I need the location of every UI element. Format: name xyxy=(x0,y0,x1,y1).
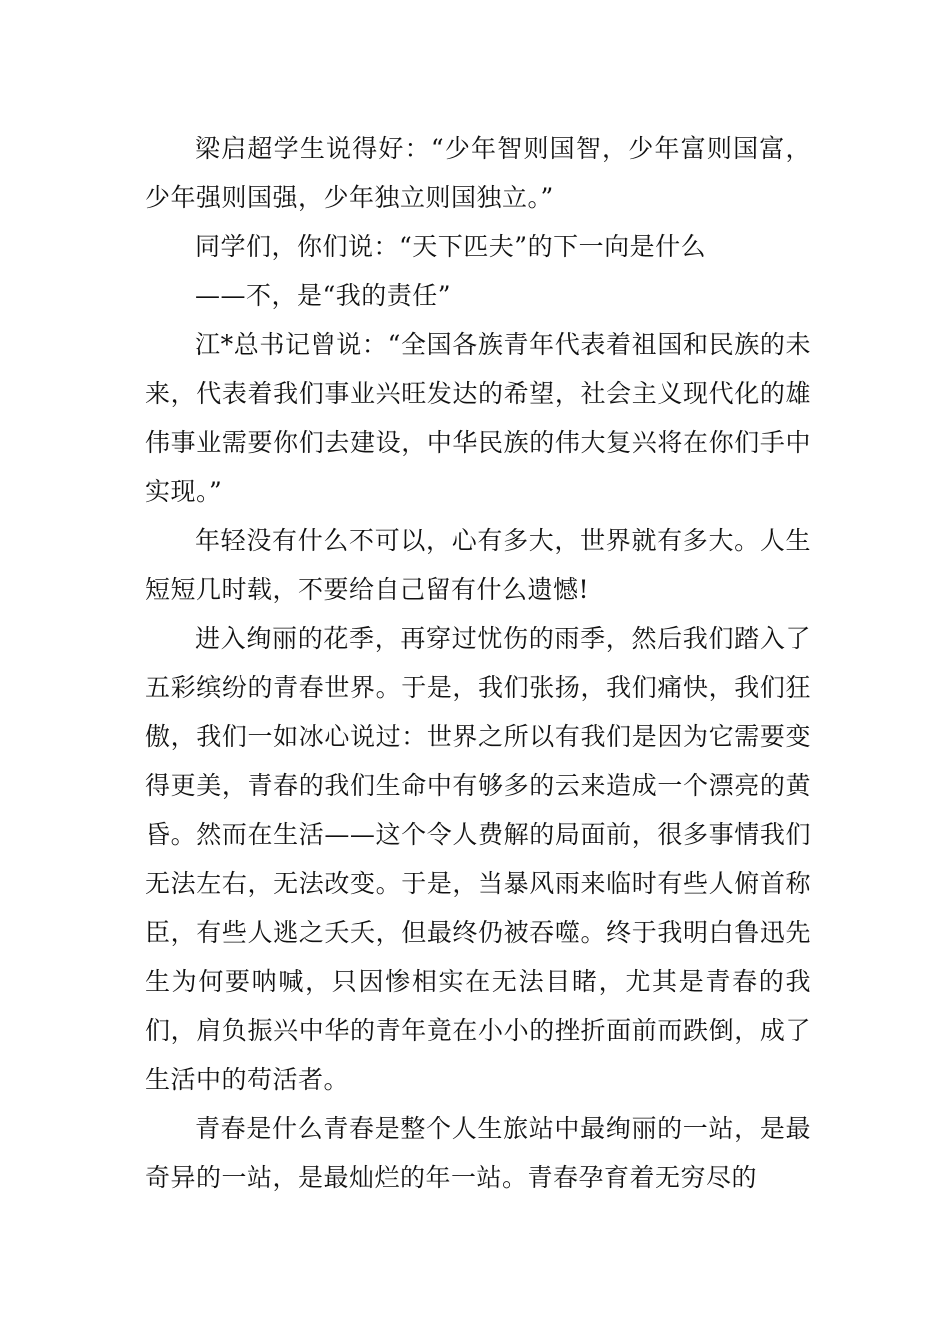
paragraph-liang-qichao-quote: 梁启超学生说得好：“少年智则国智，少年富则国富，少年强则国强，少年独立则国独立。” xyxy=(145,134,811,212)
paragraph-classmates-question: 同学们，你们说：“天下匹夫”的下一向是什么 xyxy=(195,232,707,261)
paragraph-my-responsibility: ——不，是“我的责任” xyxy=(195,281,452,310)
paragraph-youth-world: 进入绚丽的花季，再穿过忧伤的雨季，然后我们踏入了五彩缤纷的青春世界。于是，我们张扬，我们痛快，我们狂傲，我们一如冰心说过：世界之所以有我们是因为它需要变得更美，青春的我们生命中有够多的云来造成一个漂亮的黄昏。然而在生活——这个令人费解的局面前，很多事情我们无法左右，无法改变。于是，当暴风雨来临时有些人俯首称臣，有些人逃之夭夭，但最终仍被吞噬。终于我明白鲁迅先生为何要呐喊，只因惨相实在无法目睹，尤其是青春的我们，肩负振兴中华的青年竟在小小的挫折面前而跌倒，成了生活中的苟活者。 xyxy=(145,624,811,1094)
paragraph-youth-no-regrets: 年轻没有什么不可以，心有多大，世界就有多大。人生短短几时载，不要给自己留有什么遗憾! xyxy=(145,526,811,604)
document-body xyxy=(145,124,811,1202)
paragraph-secretary-quote: 江*总书记曾说：“全国各族青年代表着祖国和民族的未来，代表着我们事业兴旺发达的希望，社会主义现代化的雄伟事业需要你们去建设，中华民族的伟大复兴将在你们手中实现。” xyxy=(145,330,811,506)
paragraph-what-is-youth: 青春是什么青春是整个人生旅站中最绚丽的一站，是最奇异的一站，是最灿烂的年一站。青春孕育着无穷尽的 xyxy=(145,1114,811,1192)
